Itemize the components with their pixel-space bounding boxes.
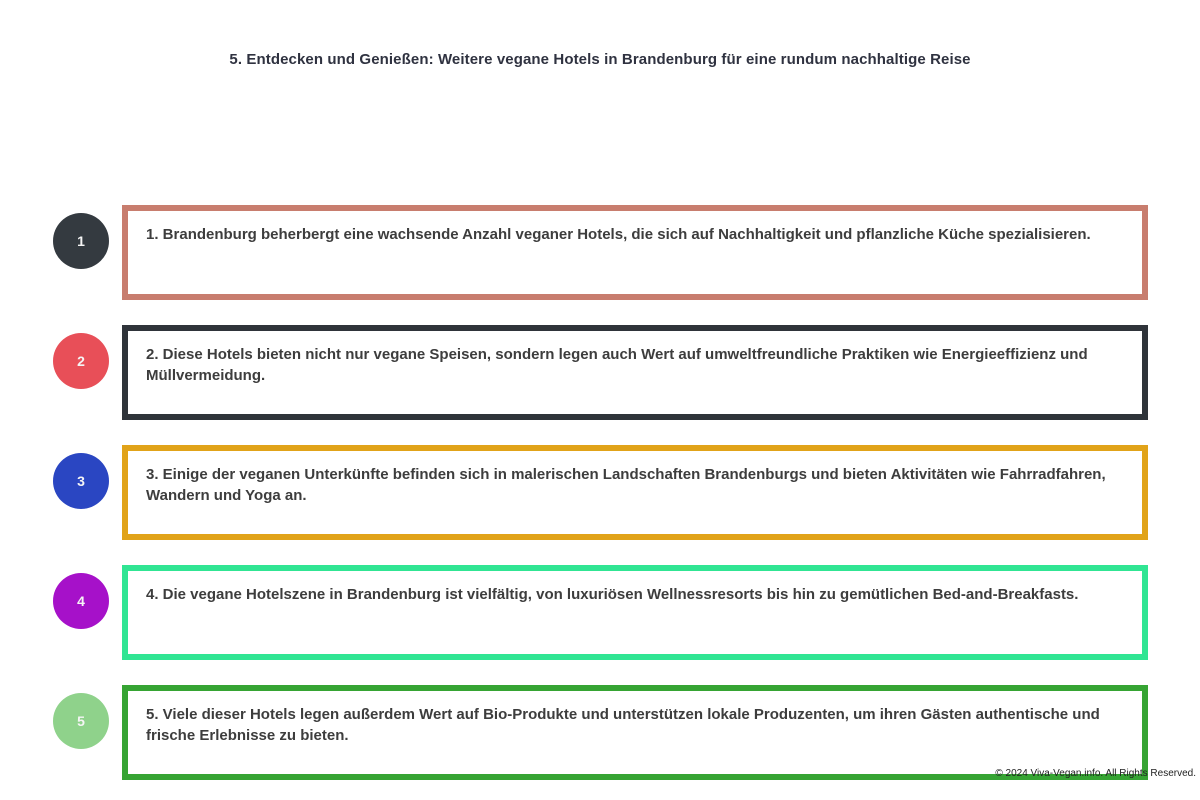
item-text: 1. Brandenburg beherbergt eine wachsende Anzahl veganer Hotels, die sich auf Nachhaltigkeit und pflanzliche Küche spezialisieren. <box>146 226 1091 243</box>
item-number-badge: 4 <box>53 573 109 629</box>
item-box <box>122 445 1148 540</box>
item-box <box>122 565 1148 660</box>
item-number-badge: 3 <box>53 453 109 509</box>
item-text: 4. Die vegane Hotelszene in Brandenburg ist vielfältig, von luxuriösen Wellnessresorts bis hin zu gemütlichen Bed-and-Breakfasts. <box>146 586 1079 603</box>
list-item <box>0 445 1200 540</box>
list-item <box>0 685 1200 780</box>
item-text: 5. Viele dieser Hotels legen außerdem Wert auf Bio-Produkte und unterstützen lokale Produzenten, um ihren Gästen authentische und frische Erlebnisse zu bieten. <box>146 706 1100 744</box>
numbered-list <box>0 205 1200 800</box>
list-item <box>0 325 1200 420</box>
item-text: 2. Diese Hotels bieten nicht nur vegane Speisen, sondern legen auch Wert auf umweltfreundliche Praktiken wie Energieeffizienz und Müllvermeidung. <box>146 346 1088 384</box>
page-title: 5. Entdecken und Genießen: Weitere vegane Hotels in Brandenburg für eine rundum nachhaltige Reise <box>229 51 971 68</box>
item-number-badge: 2 <box>53 333 109 389</box>
item-number-badge: 1 <box>53 213 109 269</box>
item-number-badge: 5 <box>53 693 109 749</box>
list-item <box>0 205 1200 300</box>
item-box <box>122 685 1148 780</box>
list-item <box>0 565 1200 660</box>
item-text: 3. Einige der veganen Unterkünfte befinden sich in malerischen Landschaften Brandenburgs und bieten Aktivitäten wie Fahrradfahren, Wandern und Yoga an. <box>146 466 1106 504</box>
item-box <box>122 325 1148 420</box>
item-box <box>122 205 1148 300</box>
copyright-text: © 2024 Viva-Vegan.info. All Rights Reserved. <box>995 768 1196 779</box>
